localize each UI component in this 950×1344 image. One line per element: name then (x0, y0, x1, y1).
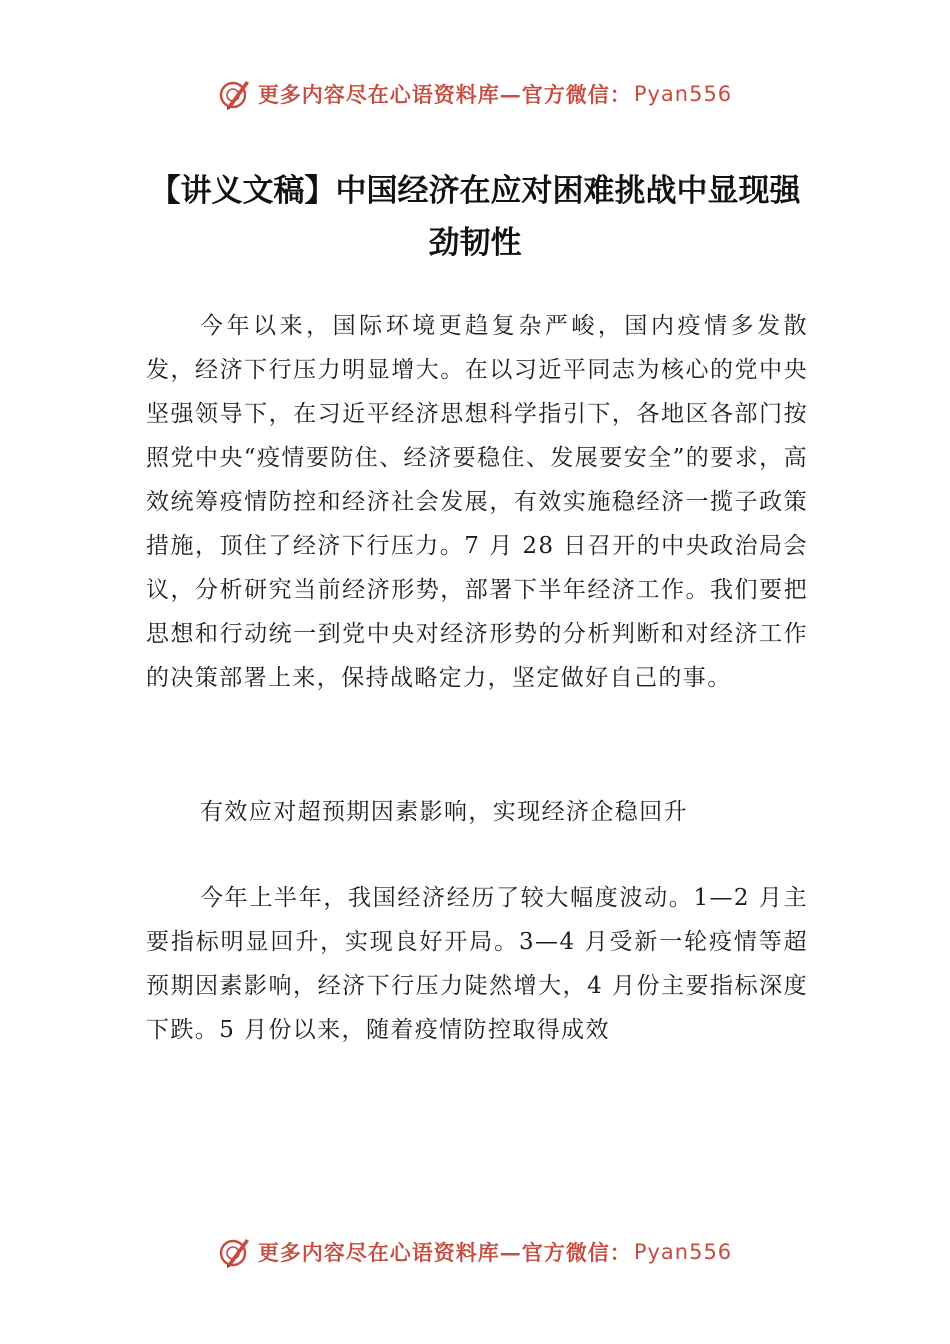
pen-logo-icon (218, 1235, 252, 1269)
watermark-text: 更多内容尽在心语资料库—官方微信： (257, 82, 632, 107)
header-watermark (0, 74, 950, 114)
paragraph-first-half: 今年上半年，我国经济经历了较大幅度波动。1—2 月主要指标明显回升，实现良好开局。3—4 月受新一轮疫情等超预期因素影响，经济下行压力陡然增大，4 月份主要指标深度下跌。5 月份以来，随着疫情防控取得成效 (146, 885, 808, 1043)
wechat-id: Pyan556 (633, 1240, 733, 1264)
pen-logo-icon (218, 77, 252, 111)
footer-watermark (0, 1232, 950, 1272)
watermark-text: 更多内容尽在心语资料库—官方微信： (257, 1240, 632, 1265)
section-heading: 有效应对超预期因素影响，实现经济企稳回升 (200, 799, 688, 825)
document-title: 【讲义文稿】中国经济在应对困难挑战中显现强劲韧性 (149, 173, 801, 261)
wechat-id: Pyan556 (633, 82, 733, 106)
paragraph-intro: 今年以来，国际环境更趋复杂严峻，国内疫情多发散发，经济下行压力明显增大。在以习近平同志为核心的党中央坚强领导下，在习近平经济思想科学指引下，各地区各部门按照党中央“疫情要防住、经济要稳住、发展要安全”的要求，高效统筹疫情防控和经济社会发展，有效实施稳经济一揽子政策措施，顶住了经济下行压力。7 月 28 日召开的中央政治局会议，分析研究当前经济形势，部署下半年经济工作。我们要把思想和行动统一到党中央对经济形势的分析判断和对经济工作的决策部署上来，保持战略定力，坚定做好自己的事。 (146, 313, 808, 691)
